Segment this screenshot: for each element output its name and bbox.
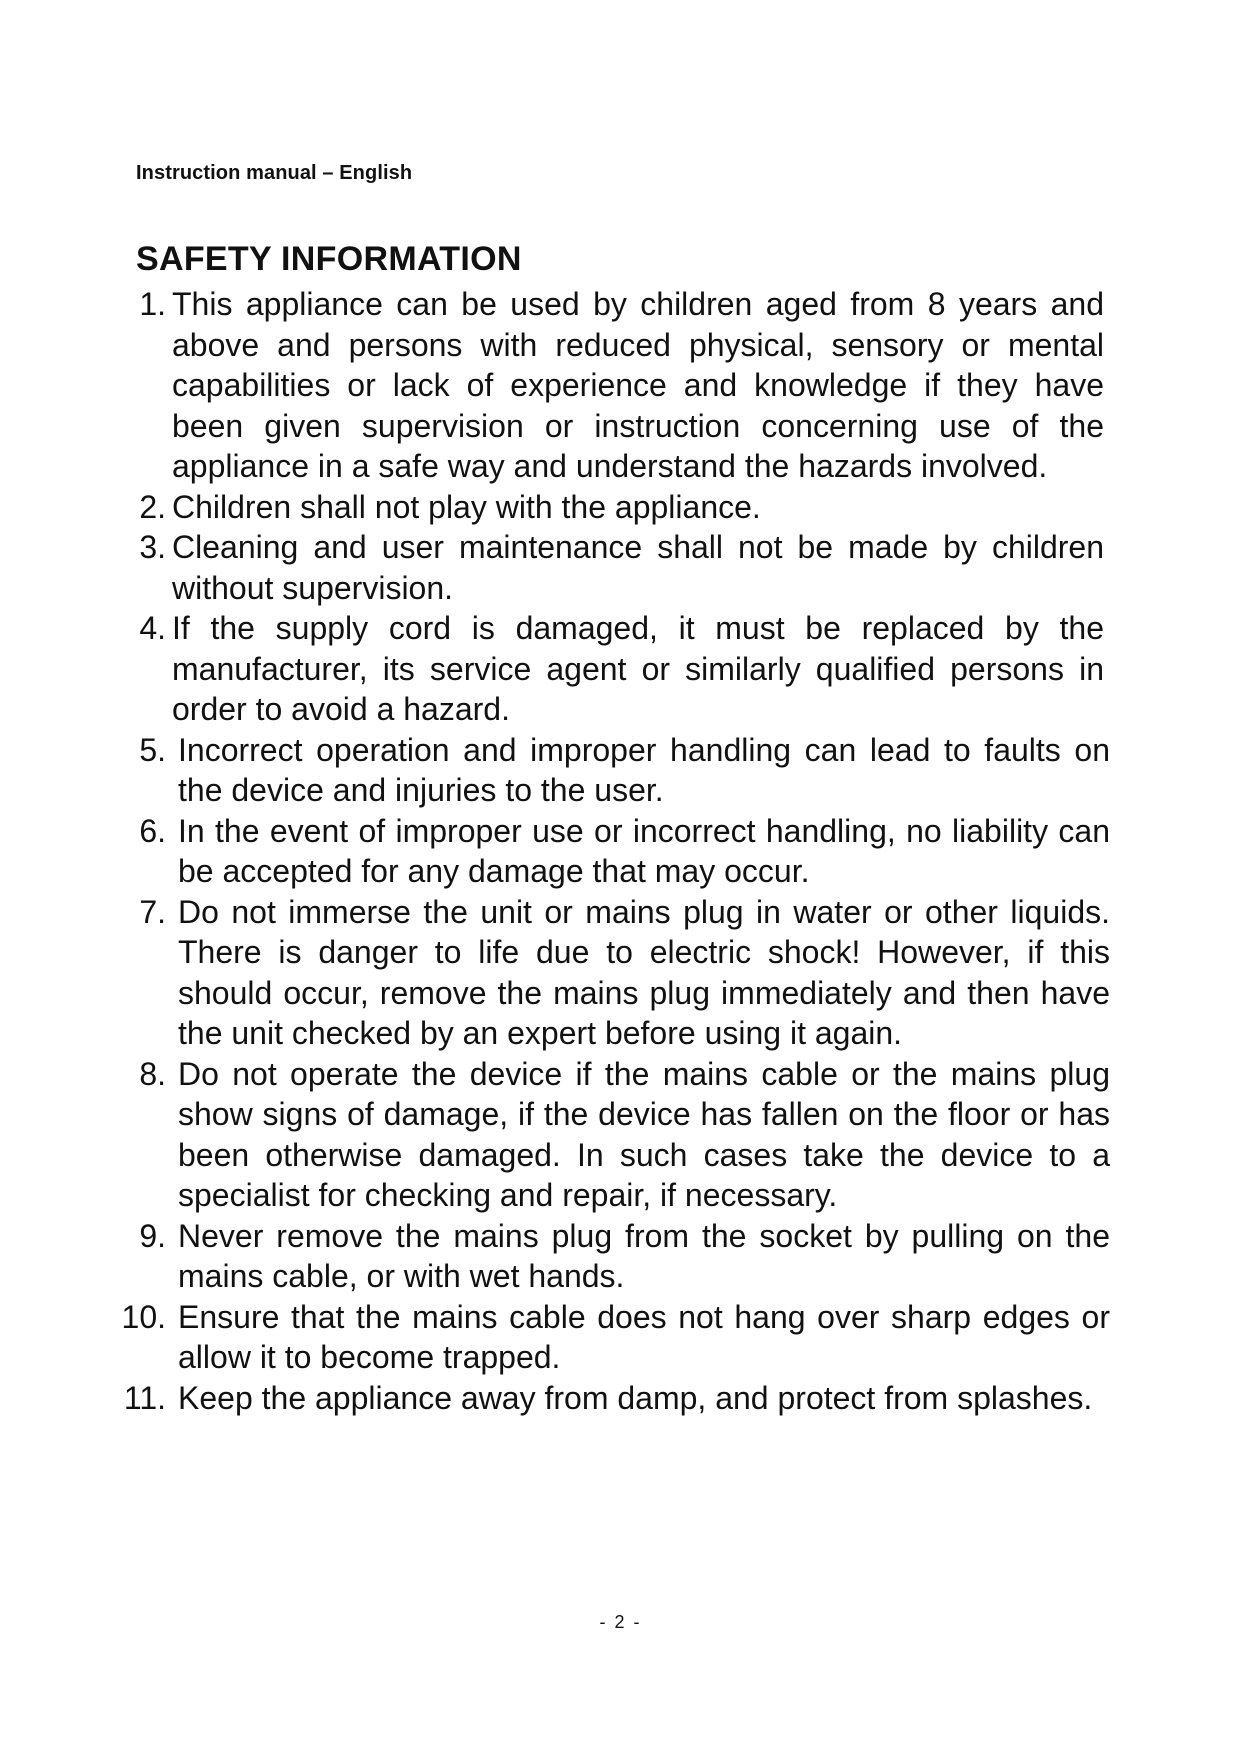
list-item bbox=[0, 730, 1241, 811]
list-item bbox=[0, 1378, 1241, 1419]
item-text: Keep the appliance away from damp, and protect from splashes. bbox=[178, 1379, 1093, 1416]
item-number: 10. bbox=[121, 1298, 166, 1335]
item-number: 4. bbox=[139, 610, 166, 646]
list-item bbox=[0, 1297, 1241, 1378]
item-text: Never remove the mains plug from the socket by pulling on the mains cable, or with wet hands. bbox=[178, 1217, 1110, 1294]
item-text: In the event of improper use or incorrect handling, no liability can be accepted for any damage that may occur. bbox=[178, 812, 1110, 889]
item-text: If the supply cord is damaged, it must be replaced by the manufacturer, its service agent or similarly qualified persons in order to avoid a hazard. bbox=[172, 610, 1104, 727]
item-text: Cleaning and user maintenance shall not be made by children without supervision. bbox=[172, 529, 1104, 606]
list-item bbox=[0, 608, 1241, 730]
list-item bbox=[0, 811, 1241, 892]
item-number: 7. bbox=[139, 893, 166, 930]
list-item bbox=[0, 1216, 1241, 1297]
item-number: 3. bbox=[139, 529, 166, 565]
item-text: Incorrect operation and improper handling can lead to faults on the device and injuries to the user. bbox=[178, 731, 1110, 808]
item-text: Children shall not play with the appliance. bbox=[172, 488, 761, 525]
item-number: 2. bbox=[139, 488, 166, 525]
item-number: 9. bbox=[139, 1217, 166, 1254]
section-title: SAFETY INFORMATION bbox=[136, 240, 522, 278]
item-number: 6. bbox=[139, 812, 166, 849]
item-text: Ensure that the mains cable does not hang over sharp edges or allow it to become trapped. bbox=[178, 1298, 1110, 1375]
page-number: - 2 - bbox=[599, 1612, 642, 1632]
item-text: Do not immerse the unit or mains plug in water or other liquids. There is danger to life due to electric shock! However, if this should occur, remove the mains plug immediately and then have the unit checked by an expert before using it again. bbox=[178, 893, 1110, 1051]
list-item bbox=[0, 284, 1241, 487]
list-item bbox=[0, 1054, 1241, 1216]
item-number: 1. bbox=[139, 286, 166, 322]
item-number: 11. bbox=[123, 1379, 166, 1416]
list-item bbox=[0, 527, 1241, 608]
item-text: This appliance can be used by children aged from 8 years and above and persons with reduced physical, sensory or mental capabilities or lack of experience and knowledge if they have been given supervision or instruction concerning use of the appliance in a safe way and understand the hazards involved. bbox=[172, 286, 1104, 484]
list-item bbox=[0, 487, 1241, 528]
list-item bbox=[0, 892, 1241, 1054]
document-header: Instruction manual – English bbox=[136, 162, 413, 184]
item-text: Do not operate the device if the mains cable or the mains plug show signs of damage, if the device has fallen on the floor or has been otherwise damaged. In such cases take the device to a specialist for checking and repair, if necessary. bbox=[178, 1055, 1110, 1213]
item-number: 8. bbox=[139, 1055, 166, 1092]
item-number: 5. bbox=[139, 731, 166, 768]
safety-list bbox=[0, 284, 1241, 1418]
